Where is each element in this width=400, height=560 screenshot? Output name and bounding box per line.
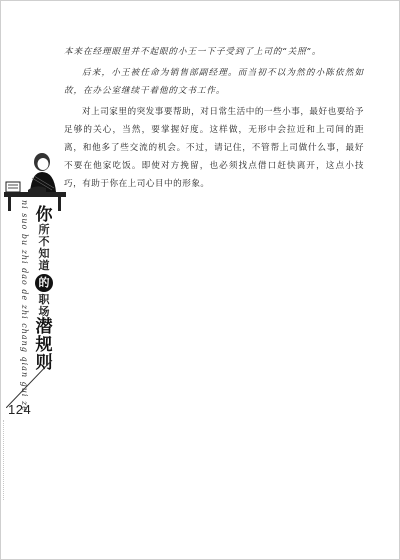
title-char: 场 — [38, 305, 50, 318]
title-char: 不 — [38, 235, 50, 248]
title-char-circled: 的 — [35, 274, 53, 292]
sidebar-pinyin: ni suo bu zhi dao de zhi chang qian gui ze — [20, 200, 29, 412]
title-char: 知 — [38, 247, 50, 260]
page-border-left — [0, 0, 1, 560]
person-at-desk-icon — [2, 148, 68, 214]
diagonal-rule — [6, 360, 54, 408]
title-char: 则 — [35, 353, 53, 373]
title-char: 所 — [38, 223, 50, 236]
paragraph-2: 后来，小王被任命为销售部副经理。而当初不以为然的小陈依然如故，在办公室继续干着他的文书工作。 — [64, 68, 364, 96]
title-char: 职 — [38, 293, 50, 306]
page-border-top — [0, 0, 400, 1]
title-char: 道 — [38, 259, 50, 272]
sidebar-illustration — [2, 148, 68, 214]
body-text — [64, 43, 364, 196]
paragraph-3: 对上司家里的突发事要帮助，对日常生活中的一些小事，最好也要给予足够的关心，当然，要掌握好度。这样做，无形中会拉近和上司间的距离，和他多了些交流的机会。不过，请记住，不管帮上司做什么事，最好不要在他家吃饭。即使对方挽留，也必须找点借口赶快离开，这点小技巧，有助于你在上司心目中的形象。 — [64, 107, 364, 189]
title-char: 你 — [35, 205, 53, 225]
paragraph-1: 本来在经理眼里并不起眼的小王一下子受到了上司的“关照”。 — [64, 47, 322, 57]
page-number: 124 — [8, 402, 32, 417]
sidebar-book-title — [33, 206, 55, 372]
binding-edge-marks — [3, 420, 6, 500]
title-char: 潜 — [35, 317, 53, 337]
title-char: 规 — [35, 335, 53, 355]
